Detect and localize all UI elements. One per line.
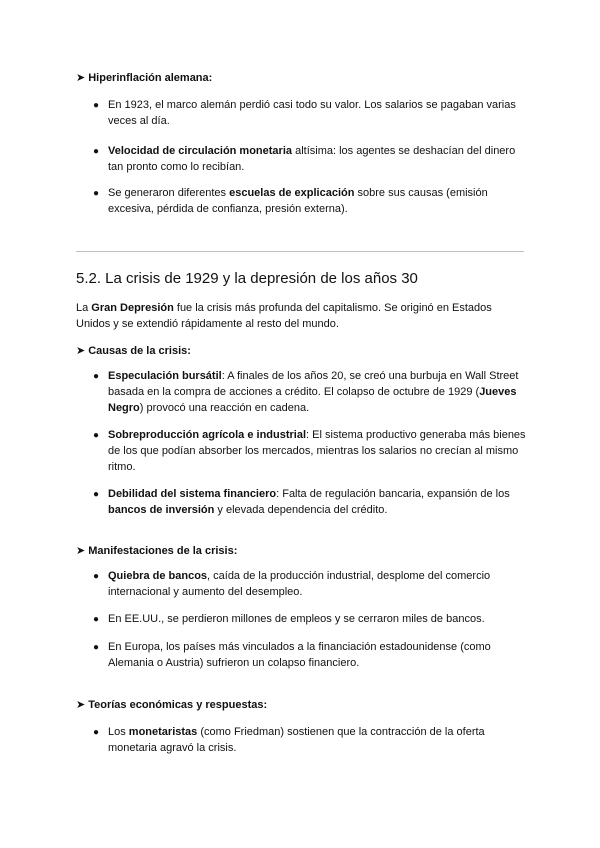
arrow-icon: ➤ <box>76 545 86 557</box>
arrow-icon: ➤ <box>76 345 86 357</box>
list-item: En 1923, el marco alemán perdió casi todo su valor. Los salarios se pagaban varias veces al día. <box>108 99 516 127</box>
list-item: En Europa, los países más vinculados a la financiación estadounidense (como Alemania o Austria) sufrieron un colapso financiero. <box>108 641 491 669</box>
list-item: Debilidad del sistema financiero: Falta de regulación bancaria, expansión de los bancos de inversión y elevada dependencia del crédito. <box>108 488 510 516</box>
bullet-icon: ● <box>92 614 100 625</box>
section-heading: 5.2. La crisis de 1929 y la depresión de los años 30 <box>76 270 418 287</box>
intro-paragraph: La Gran Depresión fue la crisis más profunda del capitalismo. Se originó en Estados Unidos y se extendió rápidamente al resto del mundo. <box>76 302 492 330</box>
arrow-icon: ➤ <box>76 699 86 711</box>
list-item: En EE.UU., se perdieron millones de empleos y se cerraron miles de bancos. <box>108 613 485 625</box>
list-item: Se generaron diferentes escuelas de explicación sobre sus causas (emisión excesiva, pérdida de confianza, presión externa). <box>108 187 488 215</box>
bullet-icon: ● <box>92 371 100 382</box>
section-title: Causas de la crisis: <box>88 345 191 357</box>
bullet-icon: ● <box>92 489 100 500</box>
bullet-icon: ● <box>92 571 100 582</box>
section-label-teorias <box>76 697 267 713</box>
bullet-icon: ● <box>92 642 100 653</box>
section-label-manifestaciones <box>76 543 237 559</box>
list-item: Quiebra de bancos, caída de la producción industrial, desplome del comercio internacional y aumento del desempleo. <box>108 570 491 598</box>
bullet-icon: ● <box>92 430 100 441</box>
list-item: Los monetaristas (como Friedman) sostienen que la contracción de la oferta monetaria agravó la crisis. <box>108 726 485 754</box>
arrow-icon: ➤ <box>76 72 86 84</box>
section-label-causas <box>76 343 191 359</box>
bullet-icon: ● <box>92 727 100 738</box>
section-title: Manifestaciones de la crisis: <box>88 545 238 557</box>
bullet-icon: ● <box>92 100 100 111</box>
section-label-hiperinflacion <box>76 70 212 86</box>
list-item: Especulación bursátil: A finales de los años 20, se creó una burbuja en Wall Street basada en la compra de acciones a crédito. El colapso de octubre de 1929 (Jueves Negro) provocó una reacción en cadena. <box>108 370 519 414</box>
bullet-icon: ● <box>92 146 100 157</box>
list-item: Velocidad de circulación monetaria altísima: los agentes se deshacían del dinero tan pronto como lo recibían. <box>108 145 516 173</box>
list-item: Sobreproducción agrícola e industrial: El sistema productivo generaba más bienes de los que podían absorber los mercados, mientras los salarios no crecían al mismo ritmo. <box>108 429 526 473</box>
bullet-icon: ● <box>92 188 100 199</box>
section-title: Hiperinflación alemana: <box>88 72 213 84</box>
horizontal-divider <box>76 251 524 252</box>
section-title: Teorías económicas y respuestas: <box>88 699 268 711</box>
